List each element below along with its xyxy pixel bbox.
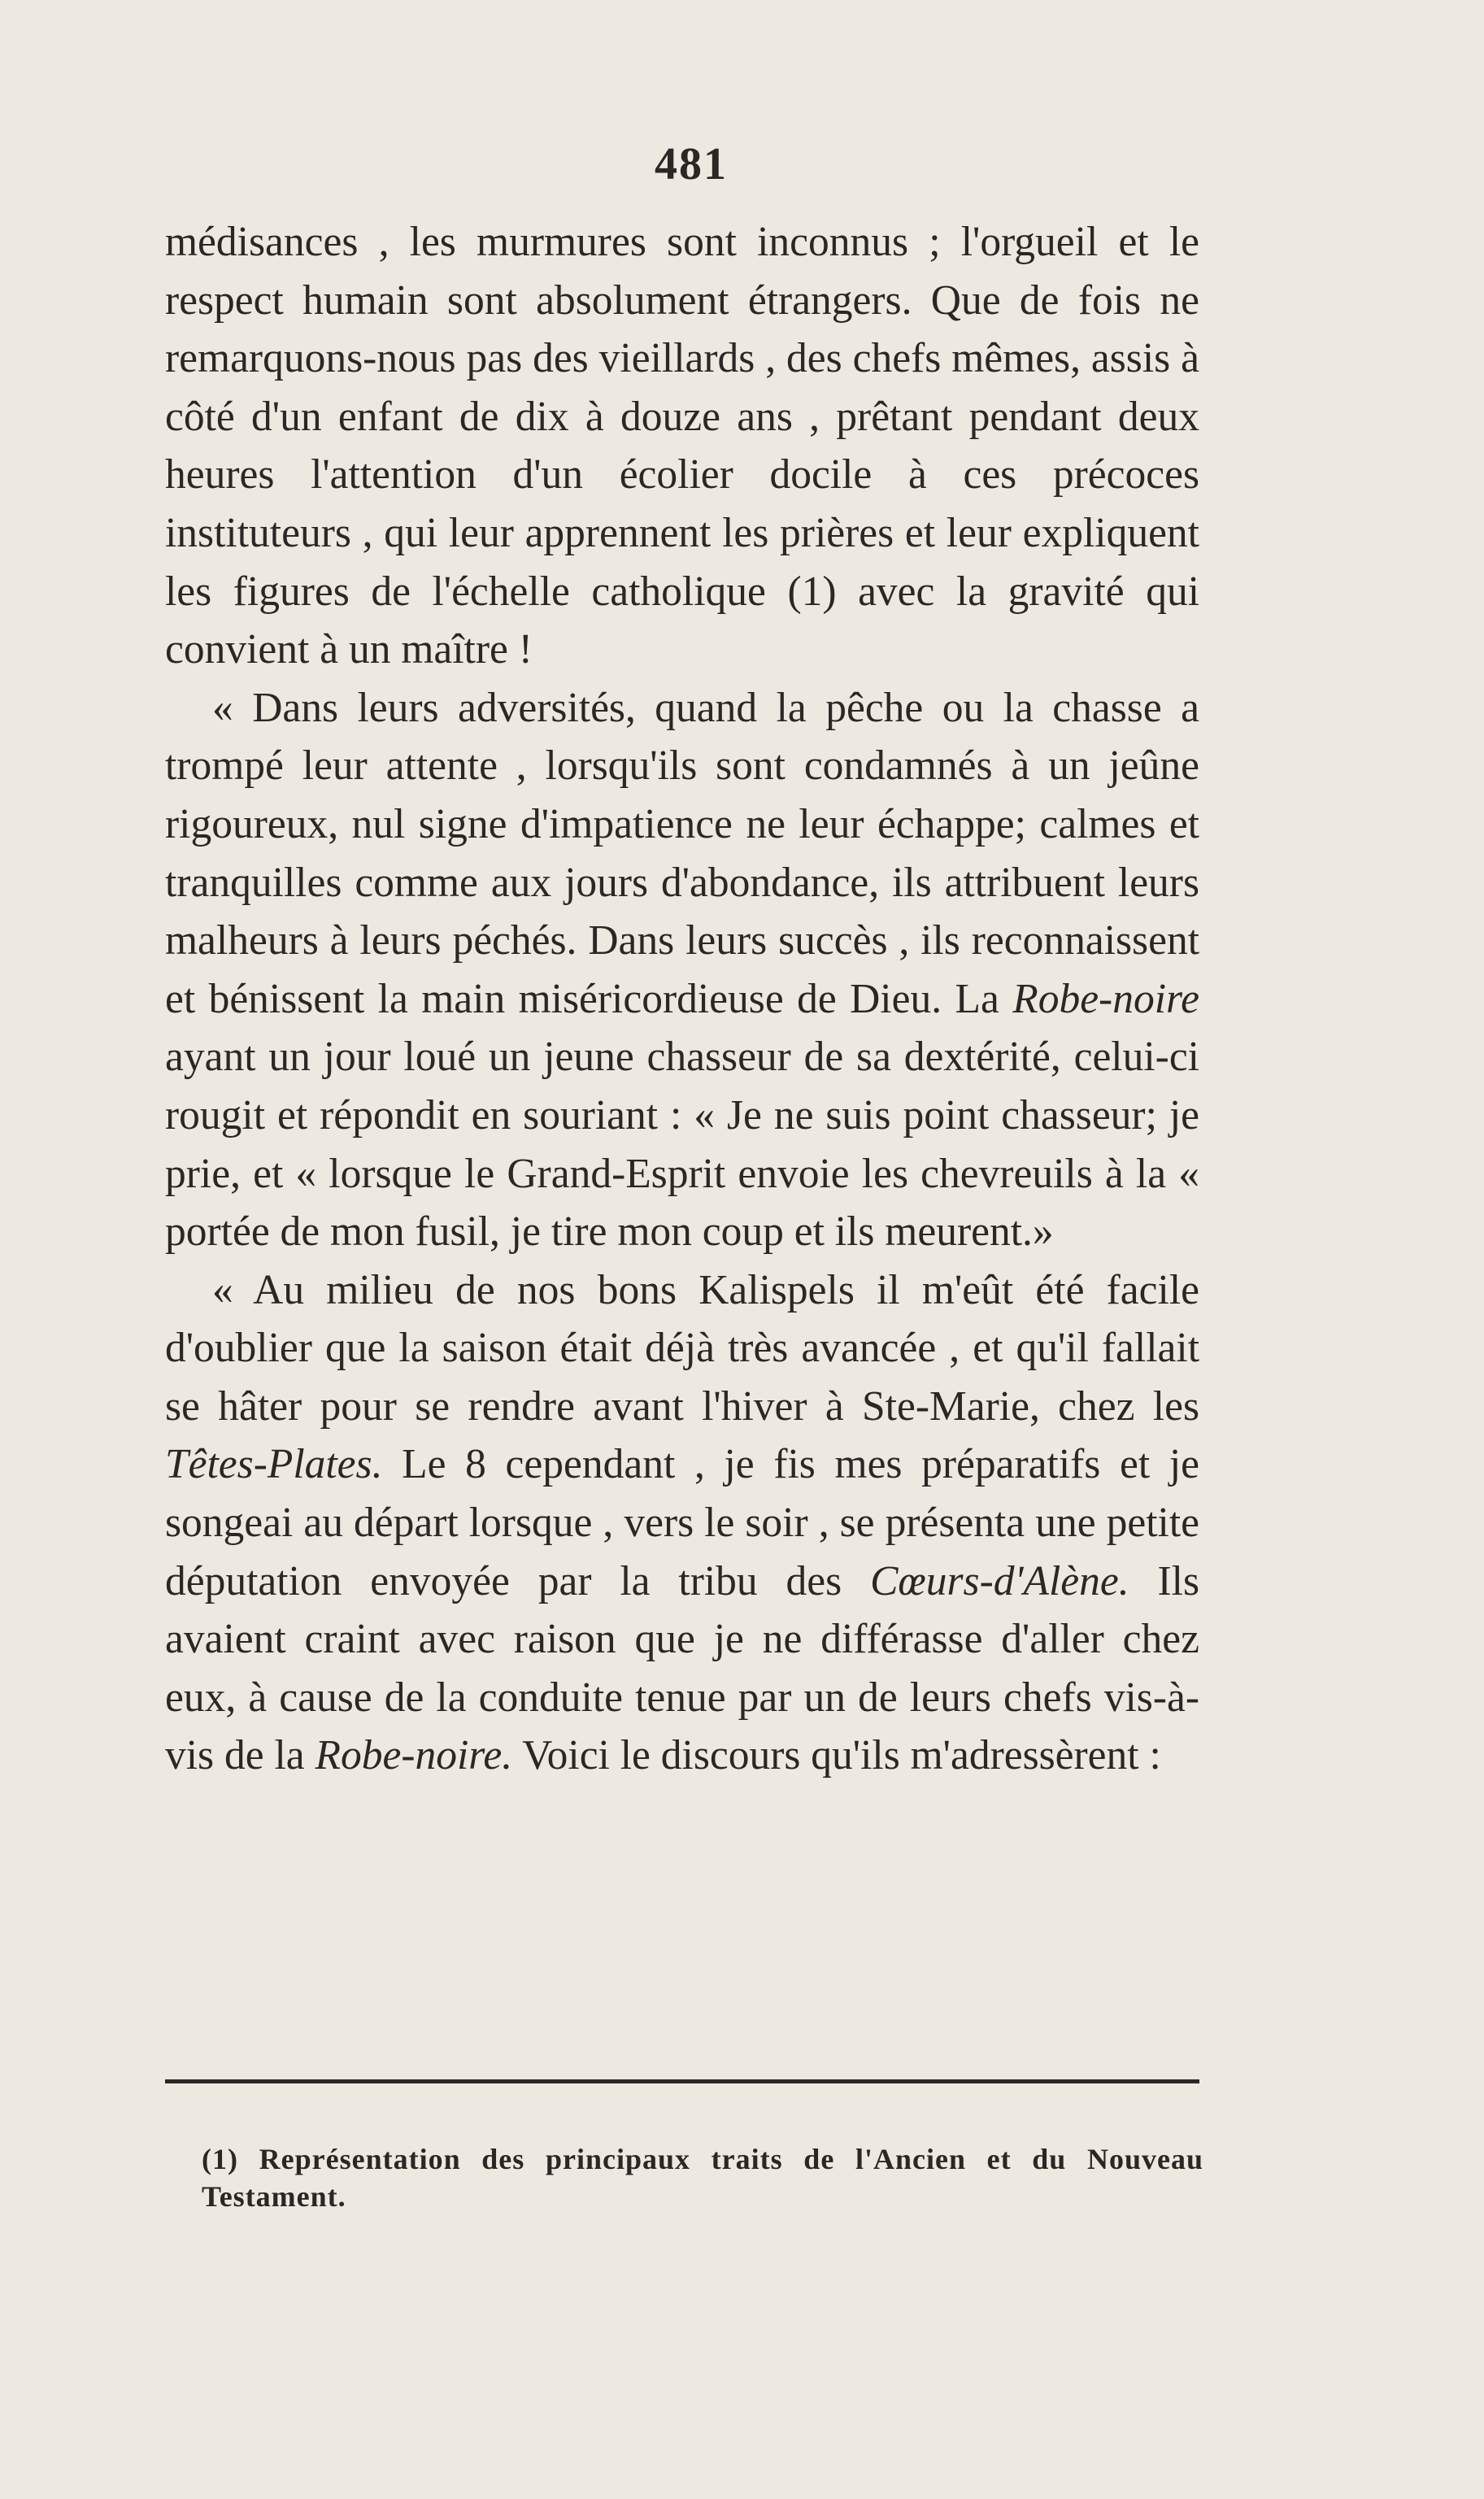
footnote <box>202 2140 1203 2215</box>
text-run: Le 8 cependant , je fis mes préparatifs et je songeai au départ lorsque , vers le soir , se présenta une petite députation envoyée par la tribu des <box>165 1441 1199 1604</box>
paragraph <box>165 1261 1199 1785</box>
italic-text: Robe-noire <box>1012 975 1199 1022</box>
footnote-divider <box>165 2079 1199 2083</box>
italic-text: Têtes-Plates. <box>165 1441 383 1488</box>
page-number: 481 <box>655 139 728 189</box>
body-text <box>165 213 1199 1785</box>
paragraph <box>165 213 1199 679</box>
italic-text: Cœurs-d'Alène. <box>870 1557 1129 1604</box>
text-run: ayant un jour loué un jeune chasseur de sa dextérité, celui-ci rougit et répondit en souriant : « Je ne suis point chasseur; je prie, et « lorsque le Grand-Esprit envoie les chevreuils à la « portée de mon fusil, je tire mon coup et ils meurent.» <box>165 1034 1199 1256</box>
text-run: Voici le discours qu'ils m'adressèrent : <box>512 1732 1161 1779</box>
text-run: « Dans leurs adversités, quand la pêche ou la chasse a trompé leur attente , lorsqu'ils sont condamnés à un jeûne rigoureux, nul signe d'impatience ne leur échappe; calmes et tranquilles comme aux jours d'abondance, ils attribuent leurs malheurs à leurs péchés. Dans leurs succès , ils reconnaissent et bénissent la main miséricordieuse de Dieu. La <box>165 684 1199 1022</box>
paragraph <box>165 679 1199 1261</box>
italic-text: Robe-noire. <box>315 1732 513 1779</box>
text-run: Ils avaient craint avec raison que je ne différasse d'aller chez eux, à cause de la conduite tenue par un de leurs chefs vis-à-vis de la <box>165 1557 1199 1779</box>
text-run: médisances , les murmures sont inconnus ; l'orgueil et le respect humain sont absolument étrangers. Que de fois ne remarquons-nous pas des vieillards , des chefs mêmes, assis à côté d'un enfant de dix à douze ans , prêtant pendant deux heures l'attention d'un écolier docile à ces précoces instituteurs , qui leur apprennent les prières et leur expliquent les figures de l'échelle catholique (1) avec la gravité qui convient à un maître ! <box>165 219 1199 673</box>
text-run: « Au milieu de nos bons Kalispels il m'eût été facile d'oublier que la saison était déjà très avancée , et qu'il fallait se hâter pour se rendre avant l'hiver à Ste-Marie, chez les <box>165 1266 1199 1430</box>
footnote-text: Représentation des principaux traits de l'Ancien et du Nouveau Testament. <box>202 2143 1203 2213</box>
footnote-marker: (1) <box>202 2143 238 2175</box>
